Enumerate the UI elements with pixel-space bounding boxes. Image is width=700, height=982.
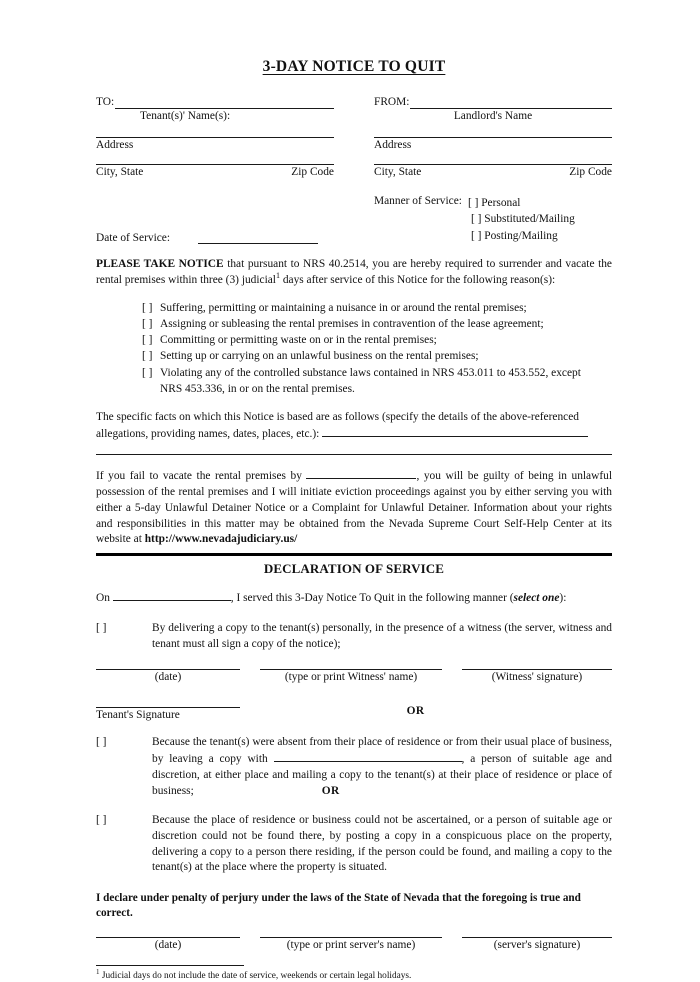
served-text: , I served this 3-Day Notice To Quit in the following manner ( <box>230 592 514 605</box>
tenant-city-zip-caption-row <box>96 166 334 178</box>
manner-option-posting-mailing[interactable]: [ ] Posting/Mailing <box>471 229 558 242</box>
or-separator-2: OR <box>321 784 340 797</box>
footnote-divider <box>96 965 244 966</box>
footnote-text <box>96 970 612 982</box>
declaration-option-2-text <box>152 735 612 799</box>
tenant-city-state-label: City, State <box>96 165 144 178</box>
manner-of-service-remaining <box>374 211 612 244</box>
tenant-name-caption: Tenant(s)' Name(s): <box>140 110 231 123</box>
section-divider <box>96 553 612 556</box>
manner-of-service-label: Manner of Service: <box>374 194 462 207</box>
witness-name-input[interactable] <box>260 669 442 670</box>
declaration-checkbox[interactable]: [ ] <box>96 621 107 634</box>
party-address-block <box>96 96 612 178</box>
declaration-of-service-title: DECLARATION OF SERVICE <box>263 561 445 577</box>
reason-item[interactable] <box>142 300 612 316</box>
to-label: TO: <box>96 96 115 108</box>
landlord-address-label: Address <box>374 138 412 151</box>
reason-checkbox[interactable]: [ ] <box>142 318 153 331</box>
specific-facts-paragraph <box>96 410 612 442</box>
reason-item[interactable] <box>142 332 612 348</box>
notice-lead-text-2: days after service of this Notice for the following reason(s): <box>279 274 556 287</box>
server-name-caption: (type or print server's name) <box>286 939 416 952</box>
from-field-row <box>374 96 612 109</box>
manner-option-personal[interactable]: [ ] Personal <box>467 196 521 209</box>
or-separator-1: OR <box>406 705 425 718</box>
landlord-city-zip-input[interactable] <box>374 164 612 165</box>
server-signature-caption: (server's signature) <box>493 939 581 952</box>
date-of-service-group <box>96 195 334 245</box>
server-date-caption: (date) <box>154 939 182 952</box>
reason-item[interactable] <box>142 348 612 364</box>
please-take-notice-bold: PLEASE TAKE NOTICE <box>96 258 224 271</box>
declaration-option-2-part-2: , a person of suitable age and discretion, at either place and mailing a copy to the tenant(s) at their place of residence or place of business; <box>152 753 612 797</box>
suitable-person-input[interactable] <box>274 751 462 762</box>
date-of-service-input[interactable] <box>198 232 318 244</box>
witness-date-input[interactable] <box>96 669 240 670</box>
reason-label: Suffering, permitting or maintaining a nuisance in or around the rental premises; <box>160 301 527 314</box>
perjury-statement: I declare under penalty of perjury under the laws of the State of Nevada that the foregoing is true and correct. <box>96 892 581 919</box>
tenant-city-zip-input[interactable] <box>96 164 334 165</box>
failure-to-vacate-paragraph <box>96 468 612 548</box>
please-take-notice-paragraph <box>96 257 612 288</box>
manner-of-service-group <box>374 195 612 245</box>
witness-signature-input[interactable] <box>462 669 612 670</box>
reasons-checklist <box>96 300 612 397</box>
witness-date-field <box>96 669 240 683</box>
from-label: FROM: <box>374 96 410 108</box>
tenant-signature-caption: Tenant's Signature <box>96 709 180 722</box>
tenant-signature-row <box>96 695 612 721</box>
server-signature-field <box>462 937 612 951</box>
landlord-city-state-label: City, State <box>374 165 422 178</box>
specific-facts-input[interactable] <box>322 426 588 437</box>
served-on-paragraph <box>96 590 612 607</box>
page-title: 3-DAY NOTICE TO QUIT <box>262 58 446 75</box>
witness-signature-caption: (Witness' signature) <box>491 671 583 684</box>
failure-text-part-2: , you will be guilty of being in unlawful possession of the rental premises and I will initiate eviction proceedings against you by either serving you with either a 5-day Unlawful Detainer Notice or a Complaint for Unlawful Detainer. Information about your rights and responsibilities in this matter may be obtained from the Nevada Supreme Court Self-Help Center at its website at <box>96 470 612 546</box>
tenant-signature-input[interactable] <box>96 707 240 708</box>
server-signature-row <box>96 937 612 951</box>
reason-item[interactable] <box>142 365 612 381</box>
reason-label: Committing or permitting waste on or in the rental premises; <box>160 334 437 347</box>
landlord-address-caption-row <box>374 139 612 151</box>
to-field-row <box>96 96 334 109</box>
footnote-marker: 1 <box>96 968 100 977</box>
tenant-address-label: Address <box>96 138 134 151</box>
reason-label: Setting up or carrying on an unlawful business on the rental premises; <box>160 350 479 363</box>
manner-of-service-first-row <box>374 195 612 212</box>
nevada-judiciary-website-link[interactable]: http://www.nevadajudiciary.us/ <box>144 533 298 546</box>
reason-checkbox[interactable]: [ ] <box>142 350 153 363</box>
landlord-name-caption: Landlord's Name <box>453 110 533 123</box>
witness-signature-field <box>462 669 612 683</box>
declaration-option-2[interactable] <box>96 735 612 799</box>
tenant-address-input[interactable] <box>96 137 334 138</box>
specific-facts-text: The specific facts on which this Notice is based are as follows (specify the details of the above-referenced allegations, providing names, dates, places, etc.): <box>96 410 579 440</box>
server-date-field <box>96 937 240 951</box>
landlord-name-input[interactable] <box>410 97 612 109</box>
declaration-checkbox[interactable]: [ ] <box>96 814 107 827</box>
tenant-address-column <box>96 96 334 178</box>
service-date-input[interactable] <box>113 590 231 601</box>
reason-checkbox[interactable]: [ ] <box>142 366 153 379</box>
reason-label: Assigning or subleasing the rental premises in contravention of the lease agreement; <box>160 318 544 331</box>
vacate-date-input[interactable] <box>306 468 416 479</box>
witness-name-field <box>260 669 442 683</box>
declaration-option-3[interactable] <box>96 813 612 876</box>
notice-lead-text-1: that pursuant to NRS 40.2514, you are hereby required to surrender and vacate the rental premises within three (3) judicial <box>96 258 612 287</box>
reason-item[interactable] <box>142 316 612 332</box>
declaration-option-1[interactable] <box>96 621 612 652</box>
tenant-signature-field <box>96 707 240 721</box>
footnote-body: Judicial days do not include the date of service, weekends or certain legal holidays. <box>99 971 412 982</box>
declaration-option-3-text: Because the place of residence or business could not be ascertained, or a person of suitable age or discretion could not be found there, by posting a copy in a conspicuous place on the property, delivering a copy to a person there residing, if the person could be found, and mailing a copy to the tenant(s) at the place where the property is situated. <box>152 814 612 874</box>
witness-signature-row <box>96 669 612 683</box>
witness-date-caption: (date) <box>154 671 182 684</box>
manner-option-substituted-mailing[interactable]: [ ] Substituted/Mailing <box>471 213 575 226</box>
landlord-address-column <box>374 96 612 178</box>
declaration-checkbox[interactable]: [ ] <box>96 736 107 749</box>
tenant-address-caption-row <box>96 139 334 151</box>
tenant-name-input[interactable] <box>115 97 334 109</box>
tenant-zip-label: Zip Code <box>291 165 334 178</box>
server-name-field <box>260 937 442 951</box>
server-signature-input[interactable] <box>462 937 612 938</box>
reason-checkbox[interactable]: [ ] <box>142 334 153 347</box>
server-name-input[interactable] <box>260 937 442 938</box>
served-text-end: ): <box>559 592 567 605</box>
reason-label-continued: NRS 453.336, in or on the rental premises. <box>160 382 355 395</box>
declaration-option-1-text: By delivering a copy to the tenant(s) personally, in the presence of a witness (the server, witness and tenant must all sign a copy of the notice); <box>152 621 612 650</box>
landlord-city-zip-caption-row <box>374 166 612 178</box>
server-date-input[interactable] <box>96 937 240 938</box>
date-of-service-label: Date of Service: <box>96 232 171 245</box>
witness-name-caption: (type or print Witness' name) <box>284 671 418 684</box>
landlord-zip-label: Zip Code <box>569 165 612 178</box>
service-details-row <box>96 195 612 245</box>
select-one-emphasis: select one <box>513 592 560 605</box>
reason-label: Violating any of the controlled substance laws contained in NRS 453.011 to 453.552, except <box>160 366 581 379</box>
declaration-option-2-part-1: Because the tenant(s) were absent from their place of residence or from their usual place of business, by leaving a copy with <box>152 736 612 766</box>
failure-text-part-1: If you fail to vacate the rental premises by <box>96 470 307 483</box>
on-label: On <box>96 592 113 605</box>
landlord-address-input[interactable] <box>374 137 612 138</box>
specific-facts-input-line-2[interactable] <box>96 454 612 455</box>
reason-checkbox[interactable]: [ ] <box>142 301 153 314</box>
footnote-reference-marker: 1 <box>275 271 280 281</box>
